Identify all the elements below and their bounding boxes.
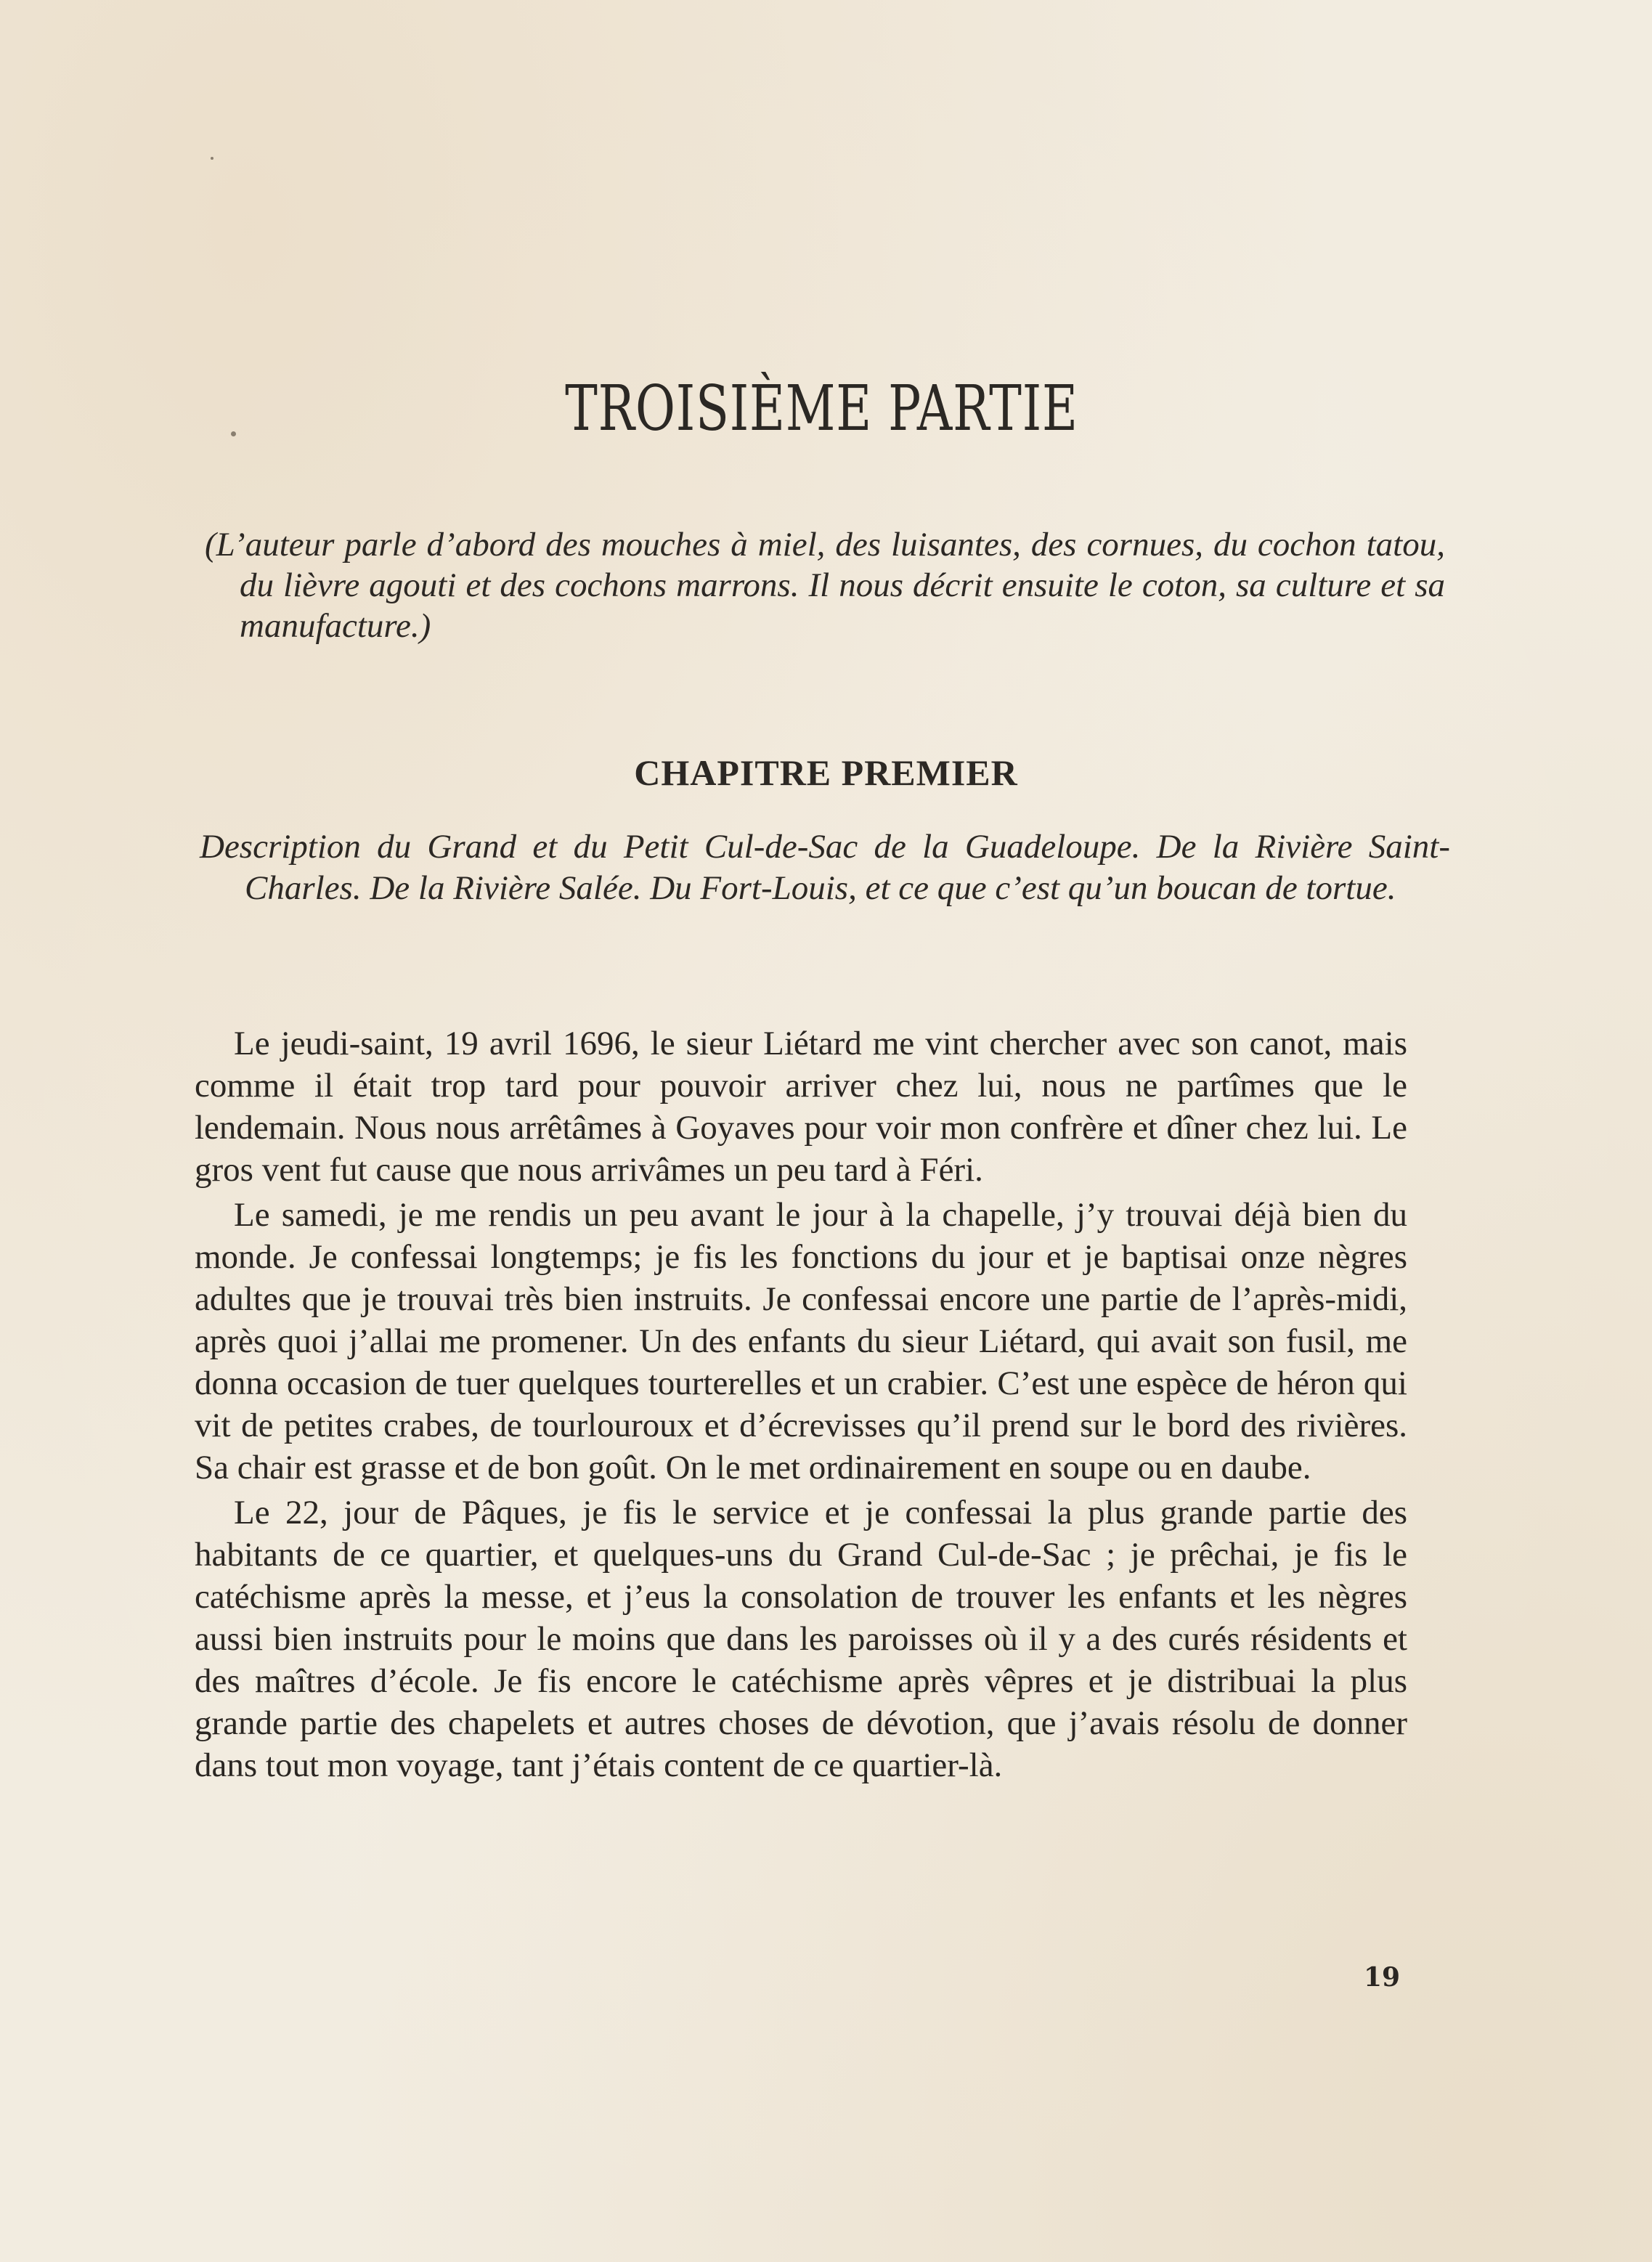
chapter-title: CHAPITRE PREMIER — [634, 752, 1018, 793]
part-summary: (L’auteur parle d’abord des mouches à miel, des luisantes, des cornues, du cochon tatou, du lièvre agouti et des cochons marrons. Il nous décrit ensuite le coton, sa culture et sa manufacture.) — [205, 526, 1445, 645]
page-number: 19 — [1364, 1962, 1401, 1993]
paragraph: Le samedi, je me rendis un peu avant le jour à la chapelle, j’y trouvai déjà bien du monde. Je confessai longtemps; je fis les fonctions du jour et je baptisai onze nègres adultes que je trouvai très bien instruits. Je confessai encore une partie de l’après-midi, après quoi j’allai me promener. Un des enfants du sieur Liétard, qui avait son fusil, me donna occasion de tuer quelques tourterelles et un crabier. C’est une espèce de héron qui vit de petites crabes, de tourlouroux et d’écrevisses qu’il prend sur le bord des rivières. Sa chair est grasse et de bon goût. On le met ordinairement en soupe ou en daube. — [195, 1196, 1407, 1486]
paragraph: Le 22, jour de Pâques, je fis le service et je confessai la plus grande partie des habitants de ce quartier, et quelques-uns du Grand Cul-de-Sac ; je prêchai, je fis le catéchisme après la messe, et j’eus la consolation de trouver les enfants et les nègres aussi bien instruits pour le moins que dans les paroisses où il y a des curés résidents et des maîtres d’école. Je fis encore le catéchisme après vêpres et je distribuai la plus grande partie des chapelets et autres choses de dévotion, que j’avais résolu de donner dans tout mon voyage, tant j’étais content de ce quartier-là. — [195, 1494, 1407, 1784]
body-text — [195, 1022, 1407, 1786]
part-title: TROISIÈME PARTIE — [565, 372, 1078, 445]
paper-speck — [211, 157, 213, 160]
paragraph: Le jeudi-saint, 19 avril 1696, le sieur Liétard me vint chercher avec son canot, mais comme il était trop tard pour pouvoir arriver chez lui, nous ne partîmes que le lendemain. Nous nous arrêtâmes à Goyaves pour voir mon confrère et dîner chez lui. Le gros vent fut cause que nous arrivâmes un peu tard à Féri. — [195, 1025, 1407, 1189]
chapter-summary: Description du Grand et du Petit Cul-de-Sac de la Guadeloupe. De la Rivière Saint-Charles. De la Rivière Salée. Du Fort-Louis, et ce que c’est qu’un boucan de tortue. — [200, 828, 1450, 907]
